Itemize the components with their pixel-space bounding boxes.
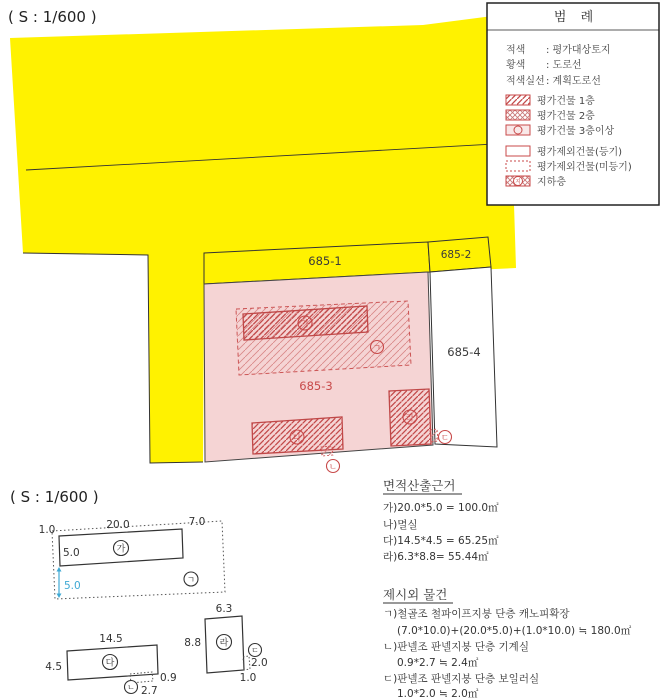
area-basis-line-ra: 라)6.3*8.8= 55.44㎡: [383, 551, 489, 563]
annex-d-structure: [430, 429, 438, 442]
legend-swatch-excluded-registered: [506, 146, 530, 156]
parcel-685-3-label: 685-3: [299, 379, 333, 393]
extra-item-g-area: (7.0*10.0)+(20.0*5.0)+(1.0*10.0) ≒ 180.0㎡: [397, 625, 632, 637]
dimension-drawing: [39, 516, 268, 697]
legend-value-red: : 평가대상토지: [546, 45, 611, 56]
legend-value-redline: : 계획도로선: [546, 76, 601, 87]
annex-n-structure: [321, 446, 333, 456]
map-mark-ra-char: 라: [405, 413, 415, 424]
parcel-685-2-label: 685-2: [440, 249, 472, 261]
dim-4-5: 4.5: [45, 661, 62, 673]
dim-1-0-left: 1.0: [38, 524, 56, 536]
map-mark-g-char: ㄱ: [372, 343, 382, 354]
dim-2-7: 2.7: [141, 685, 158, 697]
map-mark-da-char: 다: [292, 433, 302, 444]
area-basis-line-da: 다)14.5*4.5 = 65.25㎡: [383, 535, 499, 547]
scale-label-bottom: ( S : 1/600 ): [10, 488, 99, 506]
drawing-mark-d: [249, 644, 262, 657]
drawing-mark-d-char: ㄷ: [251, 646, 259, 655]
drawing-mark-ga-char: 가: [116, 544, 126, 555]
area-basis-line-na: 나)멸실: [383, 519, 418, 531]
drawing-mark-ra: [217, 635, 232, 650]
legend-key-red: 적색: [506, 45, 526, 56]
extra-items-section: [383, 587, 632, 700]
map-mark-ga-char: 가: [300, 319, 310, 330]
extra-items-title: 제시외 물건: [383, 587, 448, 602]
dim-5-0-height: 5.0: [63, 547, 80, 559]
extra-item-d-desc: ㄷ)판넬조 판넬지붕 단층 보일러실: [383, 673, 540, 685]
dim-8-8: 8.8: [184, 637, 201, 649]
legend-label-basement: 지하층: [537, 177, 566, 188]
dim-20-0: 20.0: [106, 519, 130, 531]
extra-item-n-desc: ㄴ)판넬조 판넬지붕 단층 기계실: [383, 641, 529, 653]
legend-label-excluded-unregistered: 평가제외건물(미등기): [537, 162, 632, 173]
map-mark-n: [327, 460, 340, 473]
blue-arrow-bottom-icon: [57, 594, 62, 599]
extra-item-g-desc: ㄱ)철골조 철파이프지붕 단층 캐노피확장: [383, 608, 570, 620]
legend-value-yellow: : 도로선: [546, 60, 582, 71]
drawing-mark-ga: [114, 541, 129, 556]
drawing-mark-da: [103, 655, 118, 670]
dim-7-0: 7.0: [188, 516, 206, 528]
drawing-mark-ra-char: 라: [219, 638, 229, 649]
area-basis-title: 면적산출근거: [383, 478, 456, 493]
legend-key-yellow: 황색: [506, 60, 526, 71]
legend-label-floor3plus: 평가건물 3층이상: [537, 126, 615, 137]
dim-14-5: 14.5: [99, 633, 123, 645]
parcel-685-4-label: 685-4: [447, 345, 481, 359]
scale-label-top: ( S : 1/600 ): [8, 8, 97, 26]
area-basis-line-ga: 가)20.0*5.0 = 100.0㎡: [383, 502, 499, 514]
legend-swatch-excluded-unregistered: [506, 161, 530, 171]
map-mark-n-char: ㄴ: [328, 462, 338, 473]
dim-2-0: 2.0: [251, 657, 268, 669]
legend-label-floor2: 평가건물 2층: [537, 111, 595, 122]
dim-6-3: 6.3: [215, 603, 233, 615]
legend-swatch-floor1: [506, 95, 530, 105]
dim-0-9: 0.9: [160, 672, 177, 684]
legend-label-floor1: 평가건물 1층: [537, 96, 595, 107]
drawing-mark-n-char: ㄴ: [127, 683, 135, 692]
dim-5-0-blue: 5.0: [64, 580, 81, 592]
drawing-mark-g-char: ㄱ: [186, 575, 196, 586]
legend-box: [487, 3, 659, 205]
legend-title: 범 례: [553, 10, 599, 25]
drawing-mark-g: [184, 572, 198, 586]
drawing-mark-da-char: 다: [105, 658, 115, 669]
dim-1-0-bottom: 1.0: [239, 672, 257, 684]
legend-swatch-floor2: [506, 110, 530, 120]
legend-key-redline: 적색실선: [506, 76, 545, 87]
drawing-mark-n: [125, 681, 138, 694]
legend-label-excluded-registered: 평가제외건물(등기): [537, 147, 623, 158]
area-basis-section: [383, 478, 499, 563]
map-mark-d-char: ㄷ: [440, 433, 450, 444]
parcel-685-1-label: 685-1: [308, 254, 342, 268]
legend-swatch-basement-glyph: 지: [515, 178, 521, 186]
blue-arrow-top-icon: [57, 567, 62, 572]
extra-item-d-area: 1.0*2.0 ≒ 2.0㎡: [397, 688, 479, 700]
extra-item-n-area: 0.9*2.7 ≒ 2.4㎡: [397, 657, 479, 669]
